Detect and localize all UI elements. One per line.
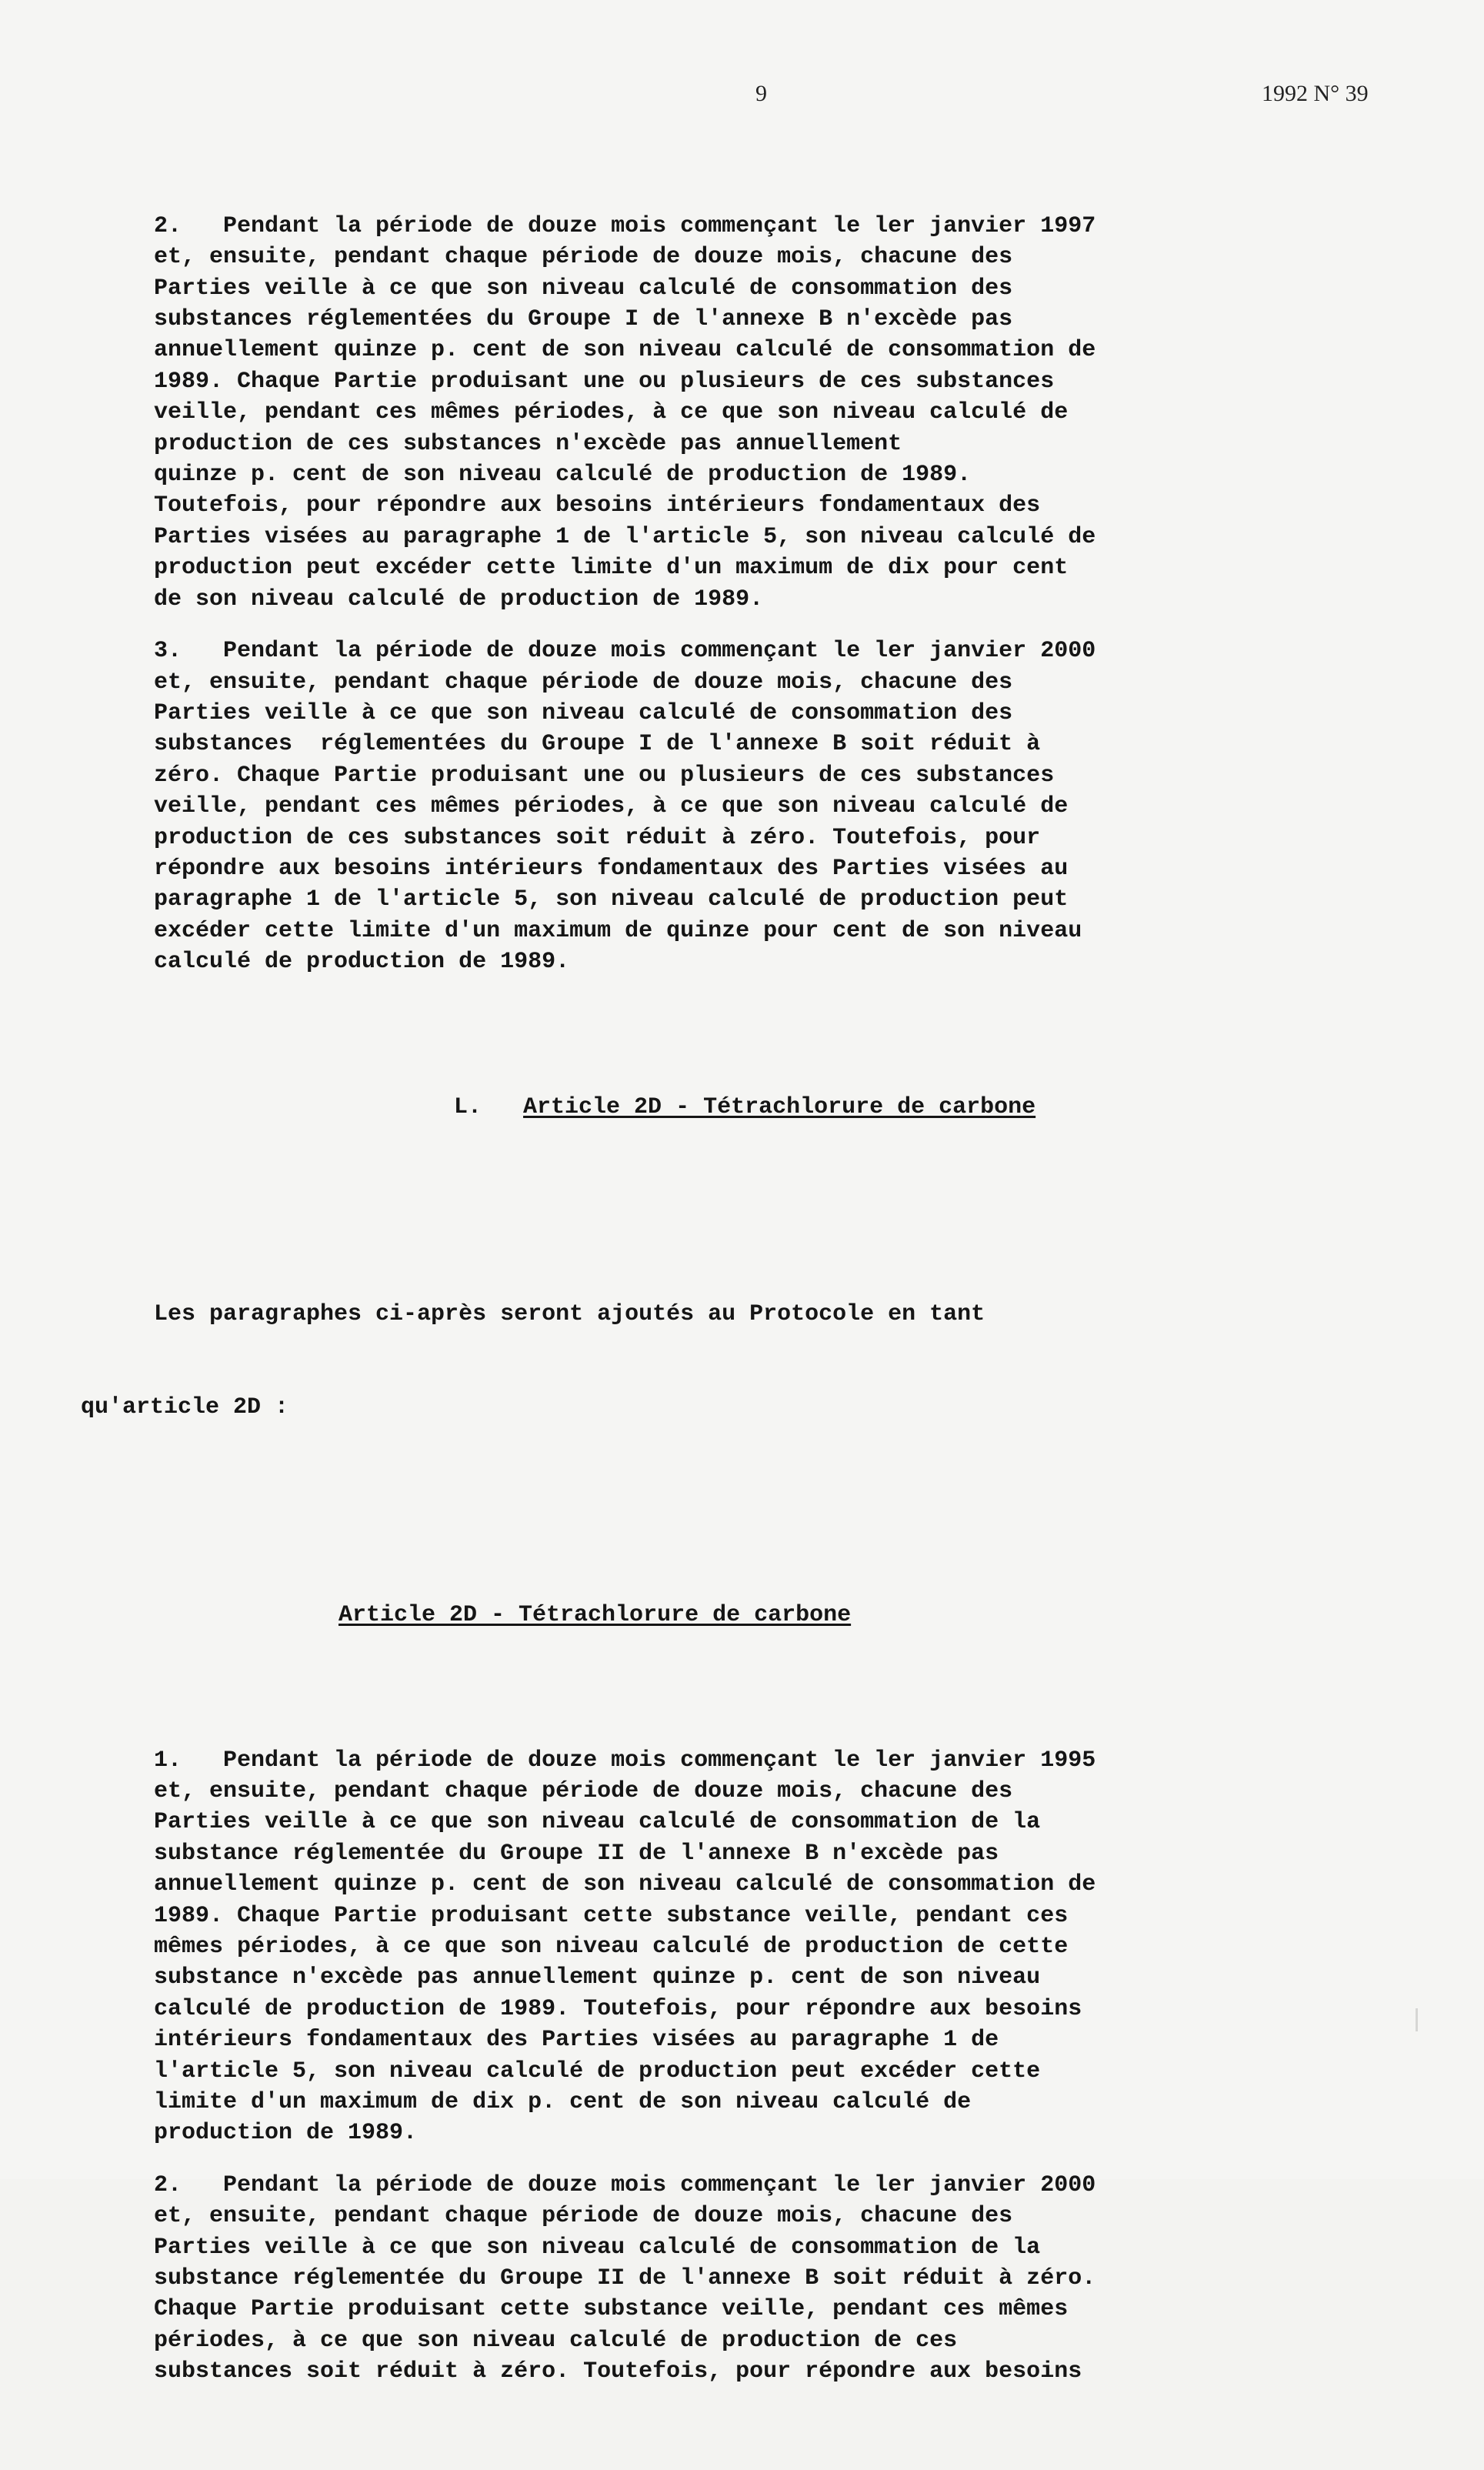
paragraph xyxy=(154,1745,1354,2149)
document-body xyxy=(81,149,1354,2470)
text-line: 1989. Chaque Partie produisant cette substance veille, pendant ces xyxy=(154,1902,1069,1929)
paragraph xyxy=(154,636,1354,977)
text-line: substance réglementée du Groupe II de l'annexe B n'excède pas xyxy=(154,1840,999,1867)
text-line: calculé de production de 1989. Toutefois, pour répondre aux besoins xyxy=(154,1995,1082,2022)
text-line: périodes, à ce que son niveau calculé de production de ces xyxy=(154,2327,958,2354)
paragraph xyxy=(154,211,1354,615)
section-letter: L. xyxy=(454,1093,482,1120)
text-line: production peut excéder cette limite d'un maximum de dix pour cent xyxy=(154,555,1069,582)
text-line: et, ensuite, pendant chaque période de douze mois, chacune des xyxy=(154,1777,1013,1804)
text-line: Chaque Partie produisant cette substance veille, pendant ces mêmes xyxy=(154,2296,1069,2323)
text-line: Parties veille à ce que son niveau calculé de consommation des xyxy=(154,275,1013,302)
paragraph-group-1 xyxy=(154,211,1354,978)
article-heading-text: Article 2D - Tétrachlorure de carbone xyxy=(338,1601,852,1628)
text-line: 1989. Chaque Partie produisant une ou plusieurs de ces substances xyxy=(154,368,1055,395)
paragraph-group-2 xyxy=(154,1745,1354,2388)
series-reference: 1992 N° 39 xyxy=(1262,81,1369,106)
text-line: 3. Pendant la période de douze mois commençant le ler janvier 2000 xyxy=(154,638,1096,665)
intro-line-1: Les paragraphes ci-après seront ajoutés au Protocole en tant xyxy=(154,1301,985,1328)
text-line: production de 1989. xyxy=(154,2120,418,2147)
intro-paragraph xyxy=(81,1237,1354,1485)
text-line: veille, pendant ces mêmes périodes, à ce que son niveau calculé de xyxy=(154,399,1069,426)
text-line: 1. Pendant la période de douze mois commençant le ler janvier 1995 xyxy=(154,1747,1096,1774)
text-line: intérieurs fondamentaux des Parties visées au paragraphe 1 de xyxy=(154,2027,999,2054)
scan-mark xyxy=(1416,2008,1418,2031)
text-line: production de ces substances n'excède pas annuellement xyxy=(154,430,902,457)
text-line: l'article 5, son niveau calculé de production peut excéder cette xyxy=(154,2058,1041,2084)
text-line: production de ces substances soit réduit à zéro. Toutefois, pour xyxy=(154,824,1041,851)
text-line: paragraphe 1 de l'article 5, son niveau calculé de production peut xyxy=(154,886,1069,913)
text-line: substances réglementées du Groupe I de l'annexe B n'excède pas xyxy=(154,306,1013,333)
text-line: zéro. Chaque Partie produisant une ou plusieurs de ces substances xyxy=(154,762,1055,789)
text-line: excéder cette limite d'un maximum de quinze pour cent de son niveau xyxy=(154,917,1082,944)
text-line: Parties veille à ce que son niveau calculé de consommation de la xyxy=(154,1809,1041,1836)
page-header xyxy=(0,81,1484,119)
text-line: calculé de production de 1989. xyxy=(154,949,570,976)
text-line: répondre aux besoins intérieurs fondamentaux des Parties visées au xyxy=(154,855,1069,882)
text-line: et, ensuite, pendant chaque période de douze mois, chacune des xyxy=(154,2203,1013,2230)
text-line: quinze p. cent de son niveau calculé de production de 1989. xyxy=(154,462,972,489)
paragraph xyxy=(154,2170,1354,2388)
text-line: et, ensuite, pendant chaque période de douze mois, chacune des xyxy=(154,244,1013,271)
text-line: veille, pendant ces mêmes périodes, à ce que son niveau calculé de xyxy=(154,793,1069,820)
text-line: substance n'excède pas annuellement quinze p. cent de son niveau xyxy=(154,1964,1041,1991)
text-line: limite d'un maximum de dix p. cent de son niveau calculé de xyxy=(154,2088,972,2115)
text-line: Parties veille à ce que son niveau calculé de consommation des xyxy=(154,699,1013,726)
text-line: substances soit réduit à zéro. Toutefois, pour répondre aux besoins xyxy=(154,2358,1082,2385)
text-line: Parties visées au paragraphe 1 de l'article 5, son niveau calculé de xyxy=(154,523,1096,550)
text-line: Parties veille à ce que son niveau calculé de consommation de la xyxy=(154,2234,1041,2261)
text-line: substance réglementée du Groupe II de l'annexe B soit réduit à zéro. xyxy=(154,2265,1096,2291)
text-line: annuellement quinze p. cent de son niveau calculé de consommation de xyxy=(154,337,1096,364)
text-line: Toutefois, pour répondre aux besoins intérieurs fondamentaux des xyxy=(154,492,1041,519)
text-line: et, ensuite, pendant chaque période de douze mois, chacune des xyxy=(154,669,1013,696)
text-line: de son niveau calculé de production de 1989. xyxy=(154,586,764,612)
text-line: substances réglementées du Groupe I de l'annexe B soit réduit à xyxy=(154,731,1041,758)
text-line: 2. Pendant la période de douze mois commençant le ler janvier 1997 xyxy=(154,212,1096,239)
text-line: 2. Pendant la période de douze mois commençant le ler janvier 2000 xyxy=(154,2171,1096,2198)
section-heading xyxy=(154,1092,1354,1123)
text-line: mêmes périodes, à ce que son niveau calculé de production de cette xyxy=(154,1933,1069,1960)
intro-line-2: qu'article 2D : xyxy=(81,1394,289,1421)
page-number: 9 xyxy=(755,81,767,106)
article-heading xyxy=(154,1600,1354,1631)
text-line: annuellement quinze p. cent de son niveau calculé de consommation de xyxy=(154,1871,1096,1898)
section-title: Article 2D - Tétrachlorure de carbone xyxy=(523,1093,1036,1120)
